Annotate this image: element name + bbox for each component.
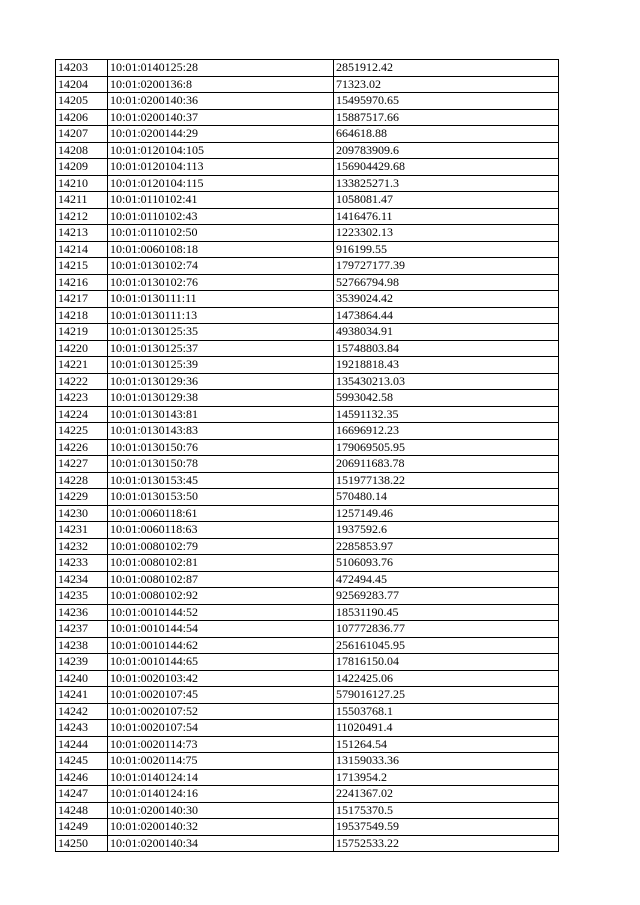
value-cell: 1223302.13 — [334, 225, 559, 242]
row-number-cell: 14237 — [56, 621, 108, 638]
value-cell: 52766794.98 — [334, 274, 559, 291]
row-number-cell: 14227 — [56, 456, 108, 473]
table-row — [56, 571, 559, 588]
cadastral-number-cell: 10:01:0200144:29 — [108, 126, 334, 143]
row-number-cell: 14225 — [56, 423, 108, 440]
row-number-cell: 14219 — [56, 324, 108, 341]
cadastral-number-cell: 10:01:0010144:54 — [108, 621, 334, 638]
cadastral-number-cell: 10:01:0130111:11 — [108, 291, 334, 308]
row-number-cell: 14210 — [56, 175, 108, 192]
row-number-cell: 14235 — [56, 588, 108, 605]
cadastral-number-cell: 10:01:0200140:32 — [108, 819, 334, 836]
cadastral-number-cell: 10:01:0110102:43 — [108, 208, 334, 225]
table-row — [56, 225, 559, 242]
row-number-cell: 14240 — [56, 670, 108, 687]
cadastral-number-cell: 10:01:0200140:34 — [108, 835, 334, 852]
value-cell: 151977138.22 — [334, 472, 559, 489]
value-cell: 206911683.78 — [334, 456, 559, 473]
cadastral-number-cell: 10:01:0200140:30 — [108, 802, 334, 819]
cadastral-number-cell: 10:01:0200136:8 — [108, 76, 334, 93]
cadastral-number-cell: 10:01:0120104:113 — [108, 159, 334, 176]
table-row — [56, 258, 559, 275]
value-cell: 11020491.4 — [334, 720, 559, 737]
table-row — [56, 505, 559, 522]
cadastral-number-cell: 10:01:0120104:105 — [108, 142, 334, 159]
row-number-cell: 14250 — [56, 835, 108, 852]
value-cell: 4938034.91 — [334, 324, 559, 341]
row-number-cell: 14246 — [56, 769, 108, 786]
value-cell: 1058081.47 — [334, 192, 559, 209]
cadastral-number-cell: 10:01:0130153:45 — [108, 472, 334, 489]
data-table — [55, 59, 559, 852]
row-number-cell: 14221 — [56, 357, 108, 374]
row-number-cell: 14244 — [56, 736, 108, 753]
row-number-cell: 14239 — [56, 654, 108, 671]
row-number-cell: 14230 — [56, 505, 108, 522]
table-row — [56, 274, 559, 291]
table-row — [56, 109, 559, 126]
value-cell: 156904429.68 — [334, 159, 559, 176]
row-number-cell: 14212 — [56, 208, 108, 225]
cadastral-number-cell: 10:01:0130143:81 — [108, 406, 334, 423]
row-number-cell: 14226 — [56, 439, 108, 456]
cadastral-number-cell: 10:01:0140124:14 — [108, 769, 334, 786]
value-cell: 14591132.35 — [334, 406, 559, 423]
cadastral-number-cell: 10:01:0020107:54 — [108, 720, 334, 737]
cadastral-number-cell: 10:01:0020107:52 — [108, 703, 334, 720]
value-cell: 15752533.22 — [334, 835, 559, 852]
cadastral-number-cell: 10:01:0200140:36 — [108, 93, 334, 110]
table-row — [56, 769, 559, 786]
table-row — [56, 159, 559, 176]
row-number-cell: 14216 — [56, 274, 108, 291]
cadastral-number-cell: 10:01:0080102:92 — [108, 588, 334, 605]
row-number-cell: 14209 — [56, 159, 108, 176]
cadastral-number-cell: 10:01:0130150:76 — [108, 439, 334, 456]
row-number-cell: 14203 — [56, 60, 108, 77]
table-row — [56, 835, 559, 852]
table-row — [56, 472, 559, 489]
cadastral-number-cell: 10:01:0020114:73 — [108, 736, 334, 753]
table-body — [56, 60, 559, 852]
table-row — [56, 555, 559, 572]
table-row — [56, 786, 559, 803]
row-number-cell: 14241 — [56, 687, 108, 704]
row-number-cell: 14228 — [56, 472, 108, 489]
value-cell: 256161045.95 — [334, 637, 559, 654]
value-cell: 1422425.06 — [334, 670, 559, 687]
table-row — [56, 637, 559, 654]
table-row — [56, 489, 559, 506]
cadastral-number-cell: 10:01:0080102:87 — [108, 571, 334, 588]
value-cell: 5993042.58 — [334, 390, 559, 407]
table-row — [56, 307, 559, 324]
value-cell: 1937592.6 — [334, 522, 559, 539]
table-row — [56, 357, 559, 374]
cadastral-number-cell: 10:01:0130129:36 — [108, 373, 334, 390]
cadastral-number-cell: 10:01:0130102:76 — [108, 274, 334, 291]
row-number-cell: 14217 — [56, 291, 108, 308]
value-cell: 2241367.02 — [334, 786, 559, 803]
value-cell: 16696912.23 — [334, 423, 559, 440]
table-row — [56, 522, 559, 539]
cadastral-number-cell: 10:01:0020103:42 — [108, 670, 334, 687]
table-row — [56, 291, 559, 308]
cadastral-number-cell: 10:01:0130143:83 — [108, 423, 334, 440]
value-cell: 15175370.5 — [334, 802, 559, 819]
cadastral-number-cell: 10:01:0080102:79 — [108, 538, 334, 555]
cadastral-number-cell: 10:01:0020114:75 — [108, 753, 334, 770]
row-number-cell: 14218 — [56, 307, 108, 324]
table-row — [56, 423, 559, 440]
table-row — [56, 192, 559, 209]
row-number-cell: 14242 — [56, 703, 108, 720]
cadastral-number-cell: 10:01:0130125:39 — [108, 357, 334, 374]
cadastral-number-cell: 10:01:0060118:61 — [108, 505, 334, 522]
row-number-cell: 14214 — [56, 241, 108, 258]
table-row — [56, 703, 559, 720]
cadastral-number-cell: 10:01:0200140:37 — [108, 109, 334, 126]
value-cell: 2285853.97 — [334, 538, 559, 555]
value-cell: 15495970.65 — [334, 93, 559, 110]
table-row — [56, 588, 559, 605]
table-row — [56, 604, 559, 621]
table-row — [56, 93, 559, 110]
value-cell: 1416476.11 — [334, 208, 559, 225]
value-cell: 18531190.45 — [334, 604, 559, 621]
cadastral-number-cell: 10:01:0010144:62 — [108, 637, 334, 654]
value-cell: 1257149.46 — [334, 505, 559, 522]
value-cell: 570480.14 — [334, 489, 559, 506]
cadastral-number-cell: 10:01:0130150:78 — [108, 456, 334, 473]
row-number-cell: 14206 — [56, 109, 108, 126]
row-number-cell: 14213 — [56, 225, 108, 242]
cadastral-number-cell: 10:01:0130153:50 — [108, 489, 334, 506]
cadastral-number-cell: 10:01:0120104:115 — [108, 175, 334, 192]
value-cell: 472494.45 — [334, 571, 559, 588]
cadastral-number-cell: 10:01:0080102:81 — [108, 555, 334, 572]
table-row — [56, 208, 559, 225]
table-row — [56, 439, 559, 456]
value-cell: 179727177.39 — [334, 258, 559, 275]
row-number-cell: 14220 — [56, 340, 108, 357]
table-row — [56, 76, 559, 93]
row-number-cell: 14231 — [56, 522, 108, 539]
cadastral-number-cell: 10:01:0140125:28 — [108, 60, 334, 77]
row-number-cell: 14249 — [56, 819, 108, 836]
row-number-cell: 14208 — [56, 142, 108, 159]
table-row — [56, 670, 559, 687]
value-cell: 71323.02 — [334, 76, 559, 93]
table-row — [56, 324, 559, 341]
value-cell: 579016127.25 — [334, 687, 559, 704]
table-row — [56, 753, 559, 770]
row-number-cell: 14248 — [56, 802, 108, 819]
value-cell: 15887517.66 — [334, 109, 559, 126]
value-cell: 133825271.3 — [334, 175, 559, 192]
table-row — [56, 142, 559, 159]
cadastral-number-cell: 10:01:0110102:50 — [108, 225, 334, 242]
row-number-cell: 14205 — [56, 93, 108, 110]
table-row — [56, 720, 559, 737]
row-number-cell: 14223 — [56, 390, 108, 407]
value-cell: 151264.54 — [334, 736, 559, 753]
row-number-cell: 14224 — [56, 406, 108, 423]
table-row — [56, 241, 559, 258]
row-number-cell: 14207 — [56, 126, 108, 143]
value-cell: 13159033.36 — [334, 753, 559, 770]
table-row — [56, 60, 559, 77]
value-cell: 916199.55 — [334, 241, 559, 258]
value-cell: 15503768.1 — [334, 703, 559, 720]
value-cell: 664618.88 — [334, 126, 559, 143]
table-row — [56, 654, 559, 671]
table-row — [56, 819, 559, 836]
value-cell: 209783909.6 — [334, 142, 559, 159]
cadastral-number-cell: 10:01:0130125:35 — [108, 324, 334, 341]
cadastral-number-cell: 10:01:0020107:45 — [108, 687, 334, 704]
row-number-cell: 14232 — [56, 538, 108, 555]
row-number-cell: 14204 — [56, 76, 108, 93]
value-cell: 19218818.43 — [334, 357, 559, 374]
value-cell: 1713954.2 — [334, 769, 559, 786]
row-number-cell: 14229 — [56, 489, 108, 506]
row-number-cell: 14243 — [56, 720, 108, 737]
value-cell: 15748803.84 — [334, 340, 559, 357]
value-cell: 2851912.42 — [334, 60, 559, 77]
cadastral-number-cell: 10:01:0010144:52 — [108, 604, 334, 621]
cadastral-number-cell: 10:01:0060108:18 — [108, 241, 334, 258]
value-cell: 1473864.44 — [334, 307, 559, 324]
table-row — [56, 406, 559, 423]
row-number-cell: 14236 — [56, 604, 108, 621]
cadastral-number-cell: 10:01:0130111:13 — [108, 307, 334, 324]
table-row — [56, 126, 559, 143]
value-cell: 92569283.77 — [334, 588, 559, 605]
row-number-cell: 14234 — [56, 571, 108, 588]
table-row — [56, 340, 559, 357]
cadastral-number-cell: 10:01:0130125:37 — [108, 340, 334, 357]
cadastral-number-cell: 10:01:0060118:63 — [108, 522, 334, 539]
row-number-cell: 14247 — [56, 786, 108, 803]
cadastral-number-cell: 10:01:0010144:65 — [108, 654, 334, 671]
table-row — [56, 736, 559, 753]
row-number-cell: 14245 — [56, 753, 108, 770]
table-row — [56, 390, 559, 407]
row-number-cell: 14233 — [56, 555, 108, 572]
table-row — [56, 175, 559, 192]
table-row — [56, 538, 559, 555]
row-number-cell: 14211 — [56, 192, 108, 209]
value-cell: 135430213.03 — [334, 373, 559, 390]
value-cell: 179069505.95 — [334, 439, 559, 456]
table-row — [56, 687, 559, 704]
row-number-cell: 14215 — [56, 258, 108, 275]
table-row — [56, 456, 559, 473]
cadastral-number-cell: 10:01:0140124:16 — [108, 786, 334, 803]
value-cell: 17816150.04 — [334, 654, 559, 671]
table-row — [56, 621, 559, 638]
table-row — [56, 373, 559, 390]
cadastral-number-cell: 10:01:0130129:38 — [108, 390, 334, 407]
value-cell: 19537549.59 — [334, 819, 559, 836]
cadastral-number-cell: 10:01:0110102:41 — [108, 192, 334, 209]
value-cell: 107772836.77 — [334, 621, 559, 638]
row-number-cell: 14238 — [56, 637, 108, 654]
table-row — [56, 802, 559, 819]
value-cell: 3539024.42 — [334, 291, 559, 308]
cadastral-number-cell: 10:01:0130102:74 — [108, 258, 334, 275]
row-number-cell: 14222 — [56, 373, 108, 390]
value-cell: 5106093.76 — [334, 555, 559, 572]
